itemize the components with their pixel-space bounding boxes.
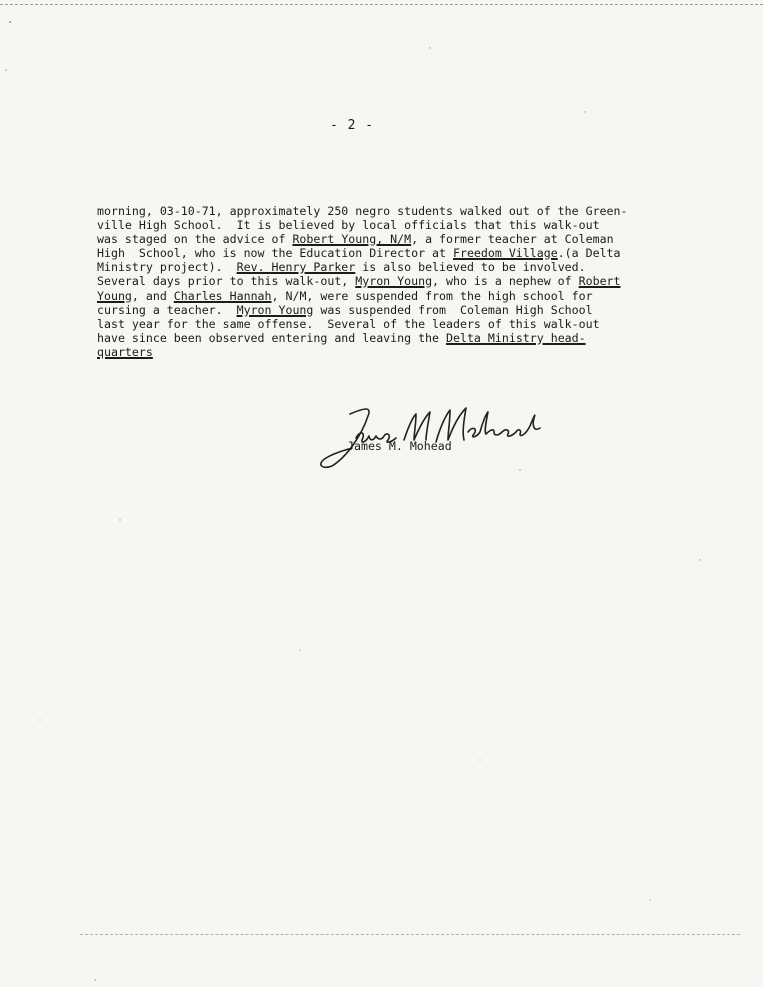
underlined-name: Myron Young	[355, 274, 433, 289]
text-segment: .(a Delta	[557, 246, 621, 261]
page-number: - 2 -	[330, 118, 375, 133]
underlined-name: Rev. Henry Parker	[236, 260, 356, 275]
underlined-name: Charles Hannah	[173, 288, 272, 303]
text-segment: is also believed to be involved.	[355, 260, 586, 275]
text-segment: , N/M, were suspended from the high school for	[271, 288, 593, 303]
underlined-name: Freedom Village	[452, 246, 558, 261]
text-segment: , who is a nephew of	[432, 274, 579, 289]
text-segment: High School, who is now the Education Director at	[97, 246, 453, 261]
text-segment: was suspended from Coleman High School	[313, 302, 593, 317]
text-segment: Several days prior to this walk-out,	[97, 274, 356, 289]
text-segment: Ministry project).	[97, 260, 237, 275]
bottom-edge-perforation	[80, 934, 740, 935]
text-segment: was staged on the advice of	[97, 232, 293, 247]
text-segment: ville High School. It is believed by local officials that this walk-out	[97, 218, 600, 233]
text-segment: morning, 03-10-71, approximately 250 negro students walked out of the Green-	[97, 204, 628, 218]
underlined-name: Robert	[578, 274, 621, 289]
underlined-name: Myron Young	[236, 302, 314, 317]
typed-signature-name: James M. Mohead	[347, 439, 452, 453]
underlined-name: quarters	[97, 344, 153, 359]
underlined-name: Robert Young, N/M	[292, 232, 412, 247]
underlined-name: Young	[97, 288, 132, 303]
text-segment: have since been observed entering and leaving the	[97, 330, 447, 345]
text-segment: , and	[131, 288, 174, 303]
underlined-name: Delta Ministry head-	[446, 330, 586, 345]
text-segment: , a former teacher at Coleman	[411, 232, 614, 247]
text-segment: cursing a teacher.	[97, 302, 237, 317]
text-segment: last year for the same offense. Several of the leaders of this walk-out	[97, 316, 600, 331]
